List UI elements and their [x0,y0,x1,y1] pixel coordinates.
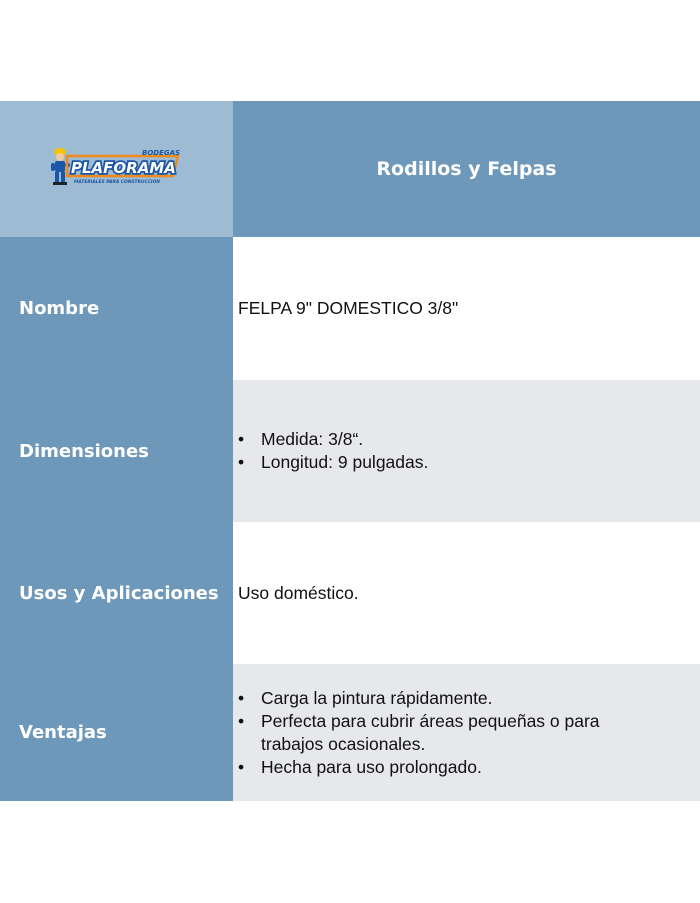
row-label: Usos y Aplicaciones [0,522,233,664]
plaforama-logo [47,146,187,192]
svg-text:PLAFORAMA: PLAFORAMA [70,159,176,177]
row-value [233,380,700,522]
advantages-list [238,687,658,779]
brand-logo-cell [0,101,233,237]
table-row-dimensiones [0,380,700,522]
list-item: • Hecha para uso prolongado. [238,756,658,779]
row-label: Nombre [0,237,233,380]
row-value [233,664,700,801]
list-item: • Longitud: 9 pulgadas. [238,451,428,474]
list-item: • Medida: 3/8“. [238,428,428,451]
usage-text: Uso doméstico. [238,582,359,603]
row-value [233,237,700,380]
product-name: FELPA 9" DOMESTICO 3/8" [238,298,459,318]
page-title: Rodillos y Felpas [233,101,700,237]
row-value [233,522,700,664]
dimension-list [238,428,428,474]
list-item: • Perfecta para cubrir áreas pequeñas o para trabajos ocasionales. [238,710,658,756]
table-row-nombre [0,237,700,380]
svg-text:MATERIALES PARA CONSTRUCCION: MATERIALES PARA CONSTRUCCION [73,180,160,185]
table-row-usos [0,522,700,664]
svg-text:BODEGAS: BODEGAS [141,149,180,157]
product-sheet [0,101,700,801]
list-item: • Carga la pintura rápidamente. [238,687,658,710]
table-row-ventajas [0,664,700,801]
row-label: Dimensiones [0,380,233,522]
header-row [0,101,700,237]
row-label: Ventajas [0,664,233,801]
